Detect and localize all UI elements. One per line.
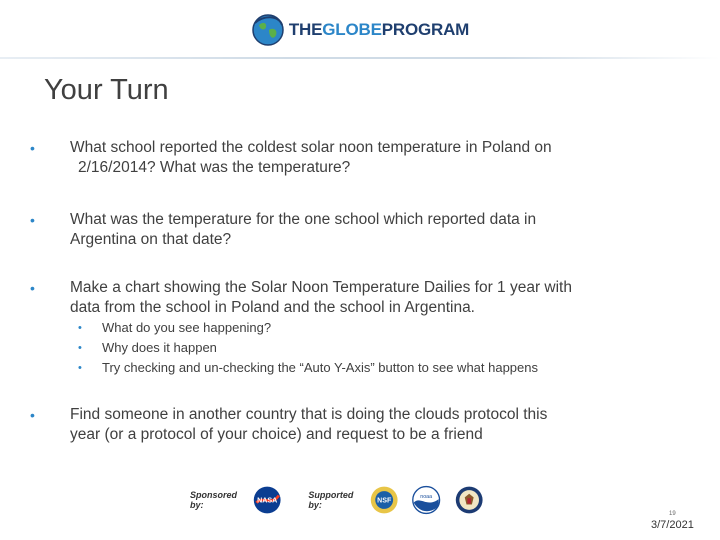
- bullet-2-line-2: Argentina on that date?: [70, 231, 232, 248]
- noaa-logo-icon: [411, 483, 441, 517]
- page-number: 19: [669, 511, 676, 517]
- slide-title: Your Turn: [44, 74, 169, 106]
- sub-bullet-marker: •: [78, 322, 82, 334]
- sub-bullet-marker: •: [78, 362, 82, 374]
- bullet-item-2: [30, 210, 680, 250]
- sub-bullet-marker: •: [78, 342, 82, 354]
- bullet-1-line-1: What school reported the coldest solar noon temperature in Poland on: [70, 139, 552, 156]
- bullet-4-line-1: Find someone in another country that is doing the clouds protocol this: [70, 406, 548, 423]
- bullet-3-line-2: data from the school in Poland and the school in Argentina.: [70, 299, 475, 316]
- bullet-2-line-1: What was the temperature for the one school which reported data in: [70, 211, 537, 228]
- bullet-marker: •: [30, 212, 35, 228]
- logo-program: PROGRAM: [381, 20, 470, 39]
- sub-bullet-3: [78, 358, 538, 378]
- sub-bullet-2: [78, 338, 217, 358]
- sub-bullet-1-text: What do you see happening?: [102, 320, 272, 335]
- noaa-text: noaa: [420, 494, 433, 501]
- supported-by-label: Supported by:: [308, 490, 354, 510]
- nsf-logo-icon: [369, 483, 399, 517]
- bullet-marker: •: [30, 280, 35, 296]
- bullet-1-line-2: 2/16/2014? What was the temperature?: [78, 159, 351, 176]
- bullet-item-3: [30, 278, 680, 318]
- state-department-seal-icon: [454, 483, 484, 517]
- logo-the: THE: [288, 20, 323, 39]
- nasa-text: NASA: [257, 496, 278, 505]
- sponsored-by-label: Sponsored by:: [190, 490, 238, 510]
- nsf-text: NSF: [376, 496, 392, 505]
- sub-bullet-1: [78, 318, 271, 338]
- sub-bullet-3-text: Try checking and un-checking the “Auto Y-Axis” button to see what happens: [102, 360, 539, 375]
- bullet-item-1: [30, 138, 680, 178]
- sub-bullet-2-text: Why does it happen: [102, 340, 217, 355]
- bullet-3-line-1: Make a chart showing the Solar Noon Temperature Dailies for 1 year with: [70, 279, 572, 296]
- globe-program-logo: [251, 13, 469, 47]
- header: [0, 12, 720, 48]
- nasa-logo-icon: [252, 483, 282, 517]
- slide-date: 3/7/2021: [651, 519, 694, 531]
- bullet-marker: •: [30, 407, 35, 423]
- bullet-4-line-2: year (or a protocol of your choice) and request to be a friend: [70, 426, 483, 443]
- bullet-marker: •: [30, 140, 35, 156]
- logo-wordmark: [289, 20, 469, 40]
- bullet-item-4: [30, 405, 680, 445]
- logo-globe: GLOBE: [322, 20, 382, 39]
- header-divider: [0, 57, 720, 59]
- sponsors-bar: [190, 478, 490, 522]
- globe-logo-icon: [251, 13, 285, 47]
